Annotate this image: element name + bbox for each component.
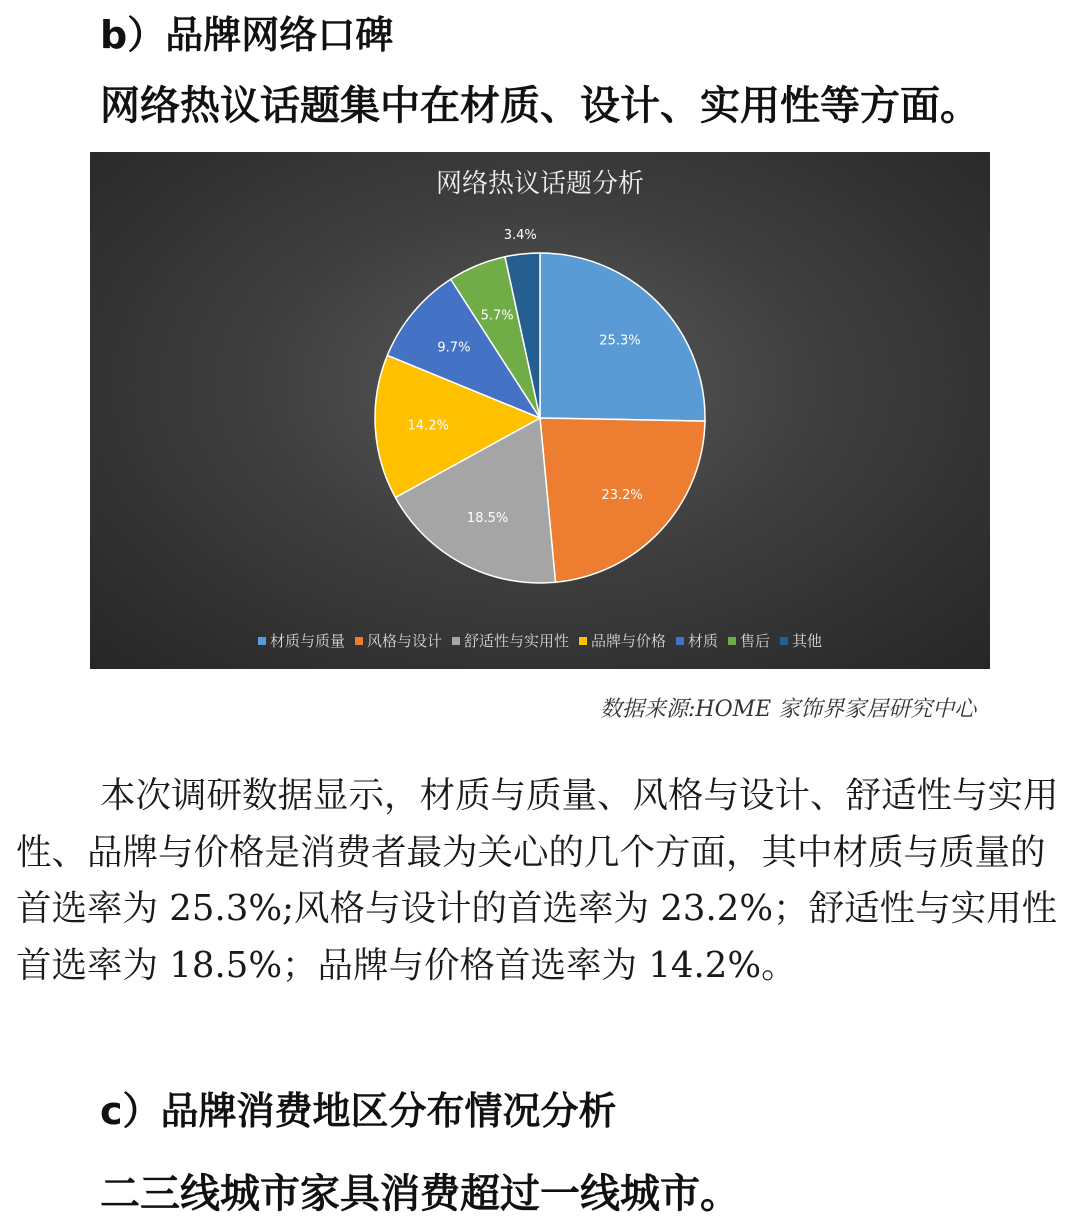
legend-label: 材质 [688,632,719,650]
legend-label: 材质与质量 [269,632,345,650]
chart-title: 网络热议话题分析 [435,169,645,199]
section-c-heading: c）品牌消费地区分布情况分析 [100,1089,617,1133]
legend-label: 风格与设计 [366,632,442,650]
legend-label: 售后 [740,632,771,650]
body-paragraph: 本次调研数据显示，材质与质量、风格与设计、舒适性与实用性、品牌与价格是消费者最为关心的几个方面，其中材质与质量的首选率为 25.3%;风格与设计的首选率为 23.2%；舒适性与实用性首选率为 18.5%；品牌与价格首选率为 14.2%。 [16,775,1059,986]
legend-label: 品牌与价格 [590,632,666,650]
legend-item-1 [258,630,345,651]
slice-label-5: 9.7% [437,340,471,356]
legend-item-3 [452,630,569,651]
slice-label-6: 5.7% [480,308,514,324]
slice-label-1: 25.3% [599,333,641,349]
legend-item-6 [728,630,770,651]
legend-swatch [355,637,363,645]
slice-label-7: 3.4% [503,228,537,244]
slice-label-4: 14.2% [407,418,449,434]
slice-label-3: 18.5% [466,510,509,526]
legend-swatch [676,637,684,645]
slice-label-2: 23.2% [601,488,643,504]
source-note: 数据来源:HOME 家饰界家居研究中心 [600,697,977,722]
section-c-lead: 二三线城市家具消费超过一线城市。 [100,1171,740,1217]
legend-swatch [258,637,266,645]
section-b-heading: b）品牌网络口碑 [100,13,394,57]
pie-chart [90,152,990,669]
legend-item-7 [780,630,822,651]
legend-label: 其他 [792,632,823,650]
legend-label: 舒适性与实用性 [463,632,569,650]
legend-swatch [728,637,736,645]
legend-swatch [579,637,587,645]
legend-item-5 [676,630,718,651]
chart-legend [90,630,990,651]
legend-item-4 [579,630,666,651]
legend-item-2 [355,630,442,651]
pie-chart-panel [90,152,990,669]
legend-swatch [452,637,460,645]
section-b-lead: 网络热议话题集中在材质、设计、实用性等方面。 [100,83,980,129]
legend-swatch [780,637,788,645]
